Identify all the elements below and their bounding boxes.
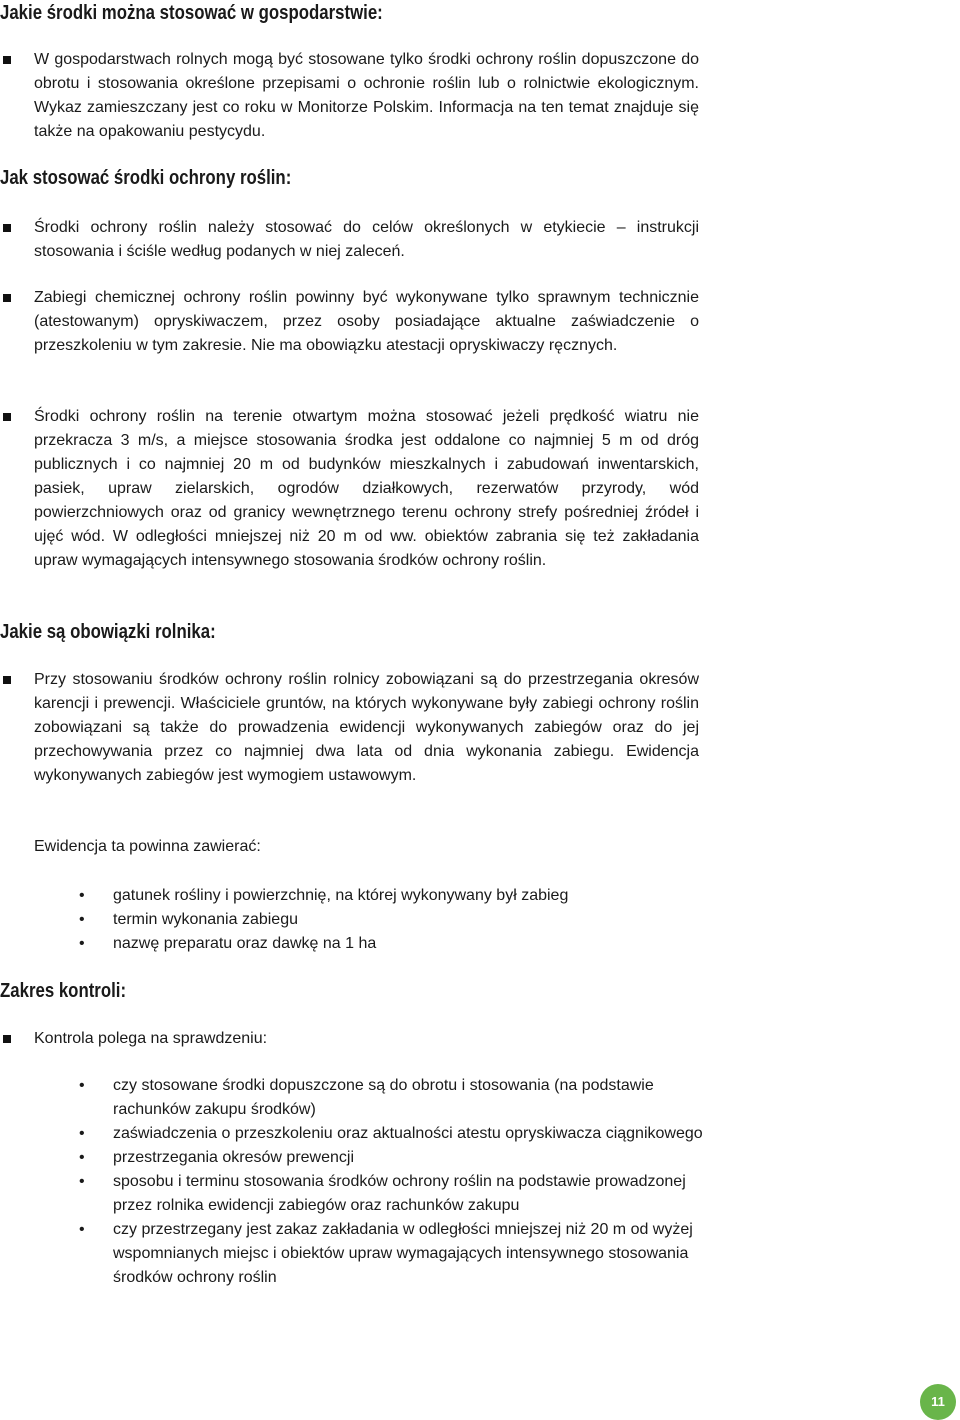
paragraph-inspection-intro: Kontrola polega na sprawdzeniu: xyxy=(34,1030,268,1047)
square-bullet-icon xyxy=(3,1035,11,1043)
square-bullet-icon xyxy=(3,413,11,421)
bullet-dot-icon: • xyxy=(79,1221,85,1238)
bullet-dot-icon: • xyxy=(79,887,85,904)
heading-inspection-scope: Zakres kontroli: xyxy=(0,980,127,1002)
bullet-dot-icon: • xyxy=(79,1077,85,1094)
list-item: • sposobu i terminu stosowania środków ochrony roślin na podstawie prowadzonej przez rolnika ewidencji zabiegów oraz rachunków zakupu xyxy=(0,1170,703,1218)
bullet-dot-icon: • xyxy=(79,1125,85,1142)
paragraph-records-duty: Przy stosowaniu środków ochrony roślin rolnicy zobowiązani są do przestrzegania okresów karencji i prewencji. Właściciele gruntów, na których wykonywane były zabiegi ochrony roślin zobowiązani są także do prowadzenia ewidencji wykonywanych zabiegów oraz do jej przechowywania przez co najmniej dwa lata od dnia wykonania zabiegu. Ewidencja wykonywanych zabiegów jest wymogiem ustawowym. xyxy=(34,671,699,784)
square-bullet-icon xyxy=(3,294,11,302)
bullet-dot-icon: • xyxy=(79,1149,85,1166)
list-item: • termin wykonania zabiegu xyxy=(0,908,703,932)
bullet-dot-icon: • xyxy=(79,1173,85,1190)
paragraph-distance-rules: Środki ochrony roślin na terenie otwartym można stosować jeżeli prędkość wiatru nie przekracza 3 m/s, a miejsce stosowania środka jest oddalone co najmniej 5 m od dróg publicznych i co najmniej 20 m od budynków mieszkalnych i zabudowań inwentarskich, pasiek, upraw zielarskich, ogrodów działkowych, rezerwatów przyrody, wód powierzchniowych oraz od granicy wewnętrznego terenu ochrony strefy pośredniej źródeł i ujęć wód. W odległości mniejszej niż 20 m od ww. obiektów zabrania się też zakładania upraw wymagających intensywnego stosowania środków ochrony roślin. xyxy=(34,408,699,569)
square-bullet-icon xyxy=(3,56,11,64)
bullet-dot-icon: • xyxy=(79,935,85,952)
records-contents-list xyxy=(0,884,700,956)
list-item: • czy przestrzegany jest zakaz zakładania w odległości mniejszej niż 20 m od wyżej wspomnianych miejsc i obiektów upraw wymagających intensywnego stosowania środków ochrony roślin xyxy=(0,1218,703,1290)
records-intro-text: Ewidencja ta powinna zawierać: xyxy=(34,838,261,855)
paragraph-sprayer-requirements: Zabiegi chemicznej ochrony roślin powinny być wykonywane tylko sprawnym technicznie (atestowanym) opryskiwaczem, przez osoby posiadające aktualne zaświadczenie o przeszkoleniu w tym zakresie. Nie ma obowiązku atestacji opryskiwaczy ręcznych. xyxy=(34,289,699,354)
square-bullet-icon xyxy=(3,676,11,684)
heading-how-to-use: Jak stosować środki ochrony roślin: xyxy=(0,167,292,189)
list-item: • gatunek rośliny i powierzchnię, na której wykonywany był zabieg xyxy=(0,884,703,908)
heading-farmer-duties: Jakie są obowiązki rolnika: xyxy=(0,621,216,643)
square-bullet-icon xyxy=(3,224,11,232)
paragraph-allowed-products: W gospodarstwach rolnych mogą być stosowane tylko środki ochrony roślin dopuszczone do obrotu i stosowania określone przepisami o ochronie roślin lub o rolnictwie ekologicznym. Wykaz zamieszczany jest co roku w Monitorze Polskim. Informacja na ten temat znajduje się także na opakowaniu pestycydu. xyxy=(34,51,699,140)
list-item: • nazwę preparatu oraz dawkę na 1 ha xyxy=(0,932,703,956)
paragraph-use-per-label: Środki ochrony roślin należy stosować do celów określonych w etykiecie – instrukcji stosowania i ściśle według podanych w niej zaleceń. xyxy=(34,219,699,260)
bullet-dot-icon: • xyxy=(79,911,85,928)
list-item: • zaświadczenia o przeszkoleniu oraz aktualności atestu opryskiwacza ciągnikowego xyxy=(0,1122,703,1146)
list-item: • przestrzegania okresów prewencji xyxy=(0,1146,703,1170)
list-item: • czy stosowane środki dopuszczone są do obrotu i stosowania (na podstawie rachunków zakupu środków) xyxy=(0,1074,703,1122)
inspection-checks-list xyxy=(0,1074,703,1290)
page-number-badge: 11 xyxy=(920,1384,956,1420)
heading-allowed-products: Jakie środki można stosować w gospodarstwie: xyxy=(0,2,383,24)
